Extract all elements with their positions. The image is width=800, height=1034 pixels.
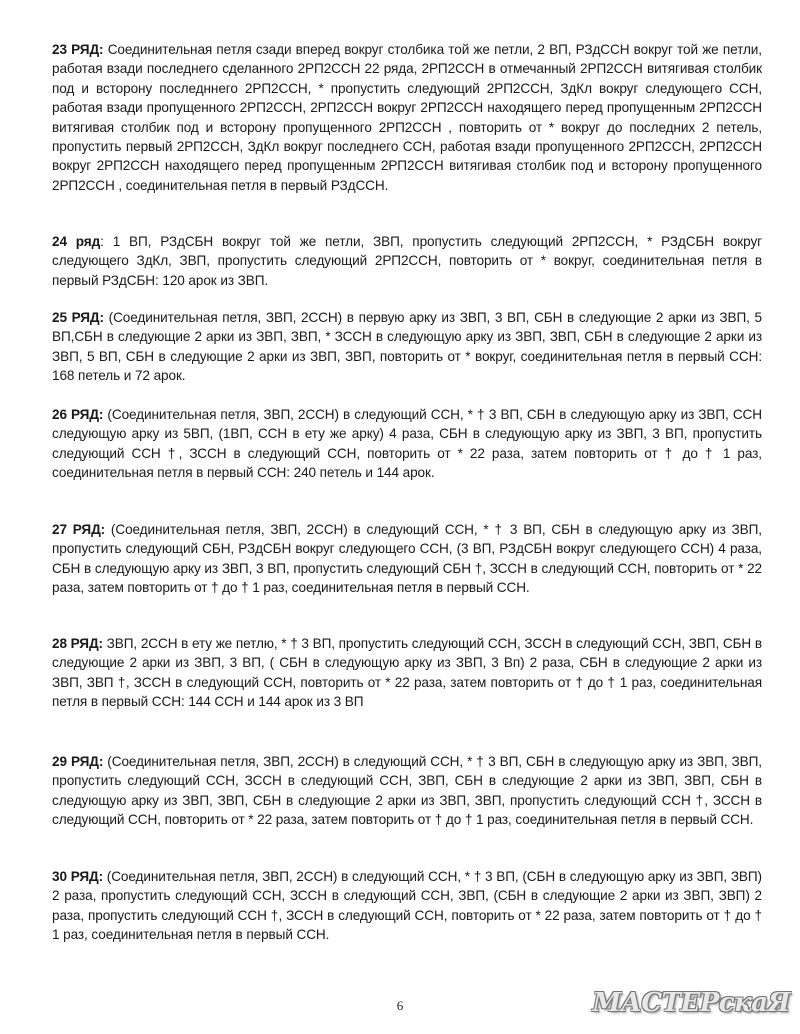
page-number: 6 bbox=[396, 998, 404, 1013]
row-27-paragraph bbox=[52, 520, 762, 598]
row-28-label: 28 РЯД: bbox=[52, 636, 103, 651]
row-28-text: ЗВП, 2ССН в ету же петлю, * † 3 ВП, пропустить следующий ССН, ЗССН в следующий ССН, ЗВП, СБН в следующие 2 арки из ЗВП, 3 ВП, ( СБН в следующую арку из ЗВП, 3 Вп) 2 раза, СБН в следующие 2 арки из ЗВП, ЗВП †, ЗССН в следующий ССН, повторить от * 22 раза, затем повторить от † до † 1 раз, соединительная петля в первый ССН: 144 ССН и 144 арок из 3 ВП bbox=[52, 636, 762, 710]
row-29-paragraph bbox=[52, 752, 762, 830]
row-24-paragraph bbox=[52, 232, 762, 290]
row-28-paragraph bbox=[52, 634, 762, 712]
row-23-paragraph bbox=[52, 40, 762, 195]
row-27-text: (Соединительная петля, ЗВП, 2ССН) в следующий ССН, * † 3 ВП, СБН в следующую арку из ЗВП, пропустить следующий СБН, РЗдСБН вокруг следующего ССН, (3 ВП, РЗдСБН вокруг следующего ССН) 4 раза, СБН в следующую арку из ЗВП, 3 ВП, пропустить следующий СБН †, ЗССН в следующий ССН, повторить от * 22 раза, затем повторить от † до † 1 раз, соединительная петля в первый ССН. bbox=[52, 522, 762, 596]
row-23-text: Соединительная петля сзади вперед вокруг столбика той же петли, 2 ВП, РЗдССН вокруг той же петли, работая взади последнего сделанного 2РП2ССН 22 ряда, 2РП2ССН в отмечанный 2РП2ССН витягивая столбик под и всторону последннего 2РП2ССН, * пропустить следующий 2РП2ССН, ЗдКл вокруг следующего ССН, работая взади пропущенного 2РП2ССН, 2РП2ССН вокруг 2РП2ССН находящего перед пропущенным 2РП2ССН витягивая столбик под и всторону пропущенного 2РП2ССН , повторить от * вокруг до последних 2 петель, пропустить первый 2РП2ССН, ЗдКл вокруг последнего ССН, работая взади пропущенного 2РП2ССН, 2РП2ССН вокруг 2РП2ССН находящего перед пропущенным 2РП2ССН витягивая столбик под и всторону пропущенного 2РП2ССН , соединительная петля в первый РЗдССН. bbox=[52, 42, 762, 193]
row-26-paragraph bbox=[52, 405, 762, 483]
row-30-paragraph bbox=[52, 867, 762, 945]
row-29-text: (Соединительная петля, ЗВП, 2ССН) в следующий ССН, * † 3 ВП, СБН в следующую арку из ЗВП, ЗВП, пропустить следующий ССН, ЗССН в следующий ССН, ЗВП, СБН в следующие 2 арки из ЗВП, ЗВП, СБН в следующую арку из ЗВП, ЗВП, СБН в следующие 2 арки из ЗВП, ЗВП, пропустить следующий ССН †, ЗССН в следующий ССН, повторить от * 22 раза, затем повторить от † до † 1 раз, соединительная петля в первый ССН. bbox=[52, 754, 762, 828]
watermark-logo: МАСТЕРскаЯ bbox=[592, 988, 790, 1018]
row-25-label: 25 РЯД: bbox=[52, 310, 104, 325]
row-30-text: (Соединительная петля, ЗВП, 2ССН) в следующий ССН, * † 3 ВП, (СБН в следующую арку из ЗВП, ЗВП) 2 раза, пропустить следующий ССН, ЗССН в следующий ССН, ЗВП, (СБН в следующие 2 арки из ЗВП, ЗВП) 2 раза, пропустить следующий ССН †, ЗССН в следующий ССН, повторить от * 22 раза, затем повторить от † до † 1 раз, соединительная петля в первый ССН. bbox=[52, 869, 762, 943]
row-25-paragraph bbox=[52, 308, 762, 386]
row-23-label: 23 РЯД: bbox=[52, 42, 104, 57]
row-27-label: 27 РЯД: bbox=[52, 522, 106, 537]
row-24-text: : 1 ВП, РЗдСБН вокруг той же петли, ЗВП, пропустить следующий 2РП2ССН, * РЗдСБН вокруг следующего ЗдКл, ЗВП, пропустить следующий 2РП2ССН, повторить от * вокруг, соединительная петля в первый РЗдСБН: 120 арок из ЗВП. bbox=[52, 234, 762, 288]
row-30-label: 30 РЯД: bbox=[52, 869, 104, 884]
row-25-text: (Соединительная петля, ЗВП, 2ССН) в первую арку из ЗВП, 3 ВП, СБН в следующие 2 арки из ЗВП, 5 ВП,СБН в следующие 2 арки из ЗВП, ЗВП, * ЗССН в следующую арку из ЗВП, ЗВП, СБН в следующие 2 арки из ЗВП, 5 ВП, СБН в следующие 2 арки из ЗВП, ЗВП, повторить от * вокруг, соединительная петля в первый ССН: 168 петель и 72 арок. bbox=[52, 310, 762, 384]
row-29-label: 29 РЯД: bbox=[52, 754, 104, 769]
row-26-label: 26 РЯД: bbox=[52, 407, 104, 422]
row-24-label: 24 ряд bbox=[52, 234, 101, 249]
row-26-text: (Соединительная петля, ЗВП, 2ССН) в следующий ССН, * † 3 ВП, СБН в следующую арку из ЗВП, ССН следующую арку из 5ВП, (1ВП, ССН в ету же арку) 4 раза, СБН в следующую арку из ЗВП, 3 ВП, пропустить следующий ССН †, ЗССН в следующий ССН, повторить от * 22 раза, затем повторить от † до † 1 раз, соединительная петля в первый ССН: 240 петель и 144 арок. bbox=[52, 407, 762, 481]
